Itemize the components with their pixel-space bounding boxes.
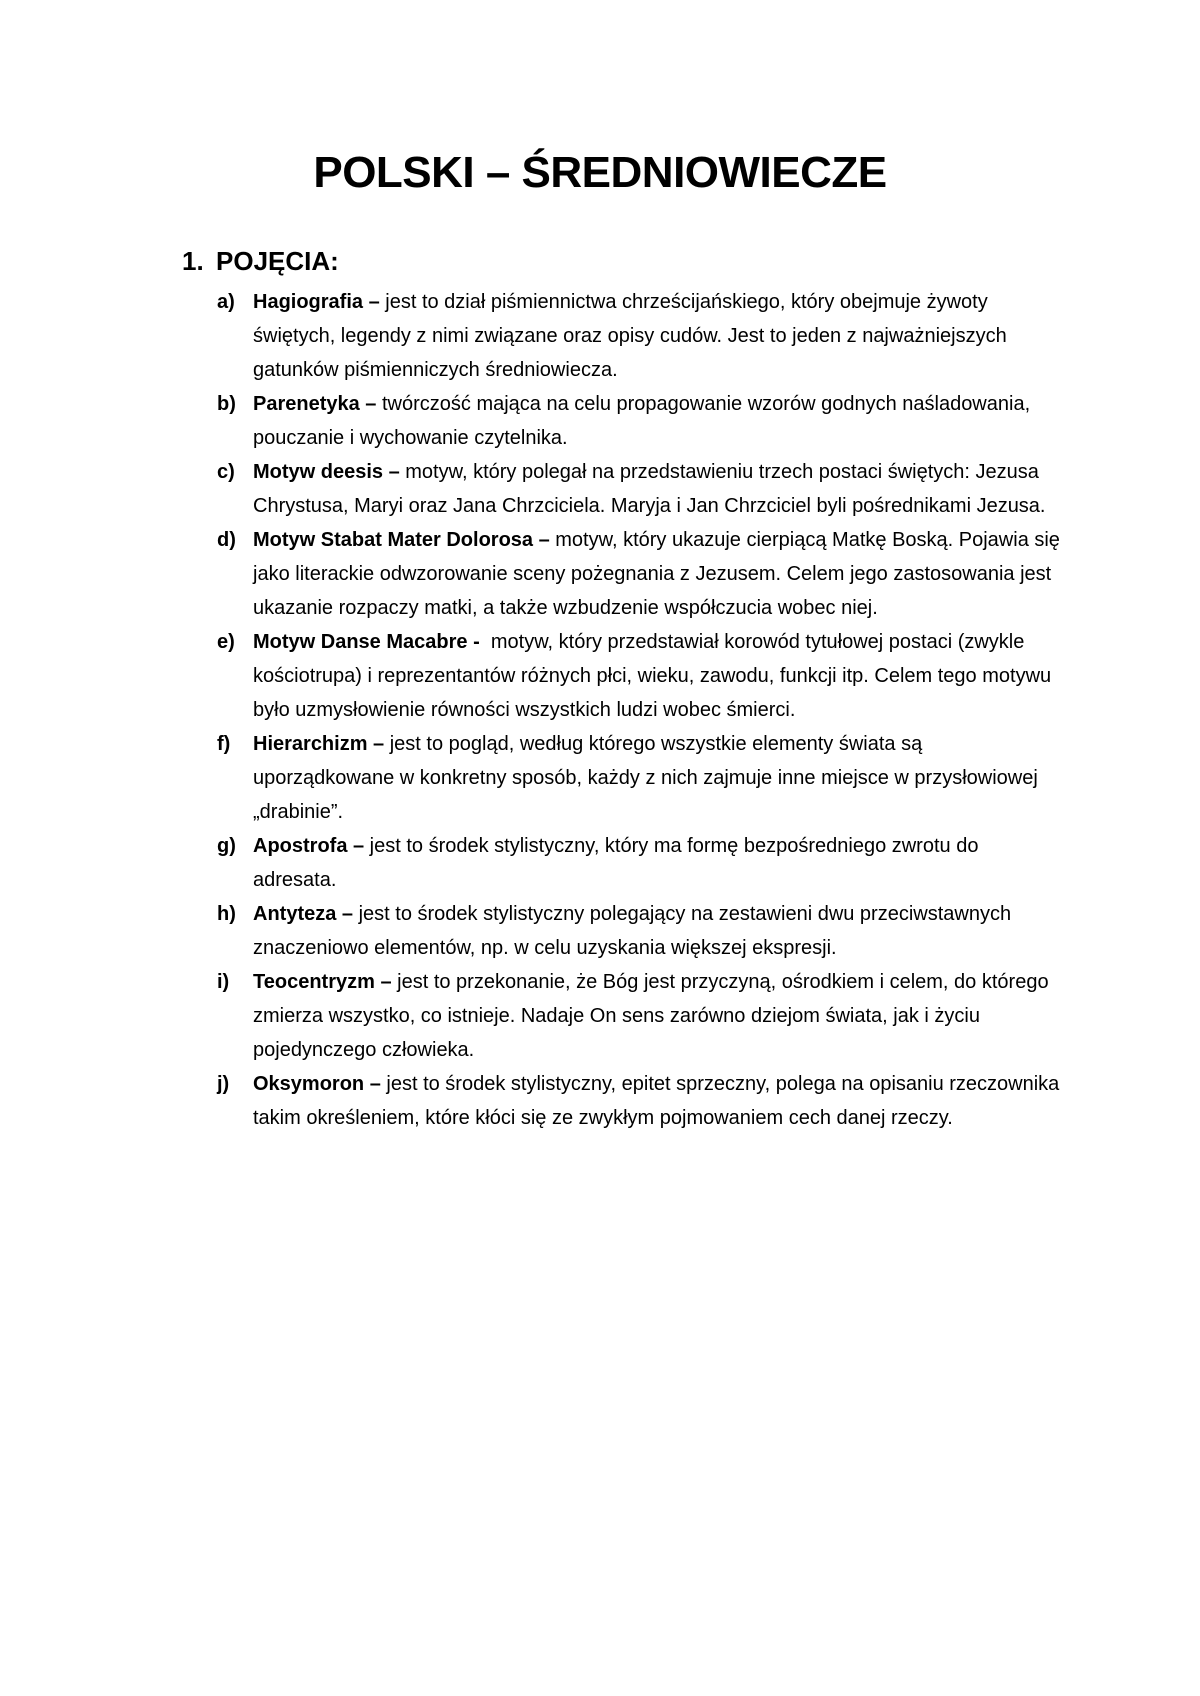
list-item — [182, 285, 1062, 387]
item-definition: motyw, który przedstawiał korowód tytułowej postaci (zwykle kościotrupa) i reprezentantów różnych płci, wieku, zawodu, funkcji itp. Celem tego motywu było uzmysłowienie równości wszystkich ludzi wobec śmierci. — [253, 631, 1057, 721]
list-item — [182, 455, 1062, 523]
item-term: Motyw Stabat Mater Dolorosa – — [253, 529, 550, 551]
page-title: POLSKI – ŚREDNIOWIECZE — [313, 148, 887, 197]
item-definition: jest to środek stylistyczny polegający na zestawieni dwu przeciwstawnych znaczeniowo elementów, np. w celu uzyskania większej ekspresji. — [253, 903, 1012, 959]
item-definition: jest to pogląd, według którego wszystkie elementy świata są uporządkowane w konkretny sposób, każdy z nich zajmuje inne miejsce w przysłowiowej „drabinie”. — [253, 733, 1038, 823]
item-letter: c) — [217, 461, 235, 483]
item-letter: g) — [217, 835, 236, 857]
item-term: Antyteza – — [253, 903, 354, 925]
list-item — [182, 1067, 1062, 1135]
section-heading — [182, 243, 1062, 279]
item-definition: twórczość mająca na celu propagowanie wzorów godnych naśladowania, pouczanie i wychowanie czytelnika. — [253, 393, 1031, 449]
item-letter: f) — [217, 733, 231, 755]
item-letter: a) — [217, 291, 235, 313]
item-definition: jest to dział piśmiennictwa chrześcijańskiego, który obejmuje żywoty świętych, legendy z nimi związane oraz opisy cudów. Jest to jeden z najważniejszych gatunków piśmienniczych średniowiecza. — [253, 291, 1007, 381]
definition-list — [182, 285, 1062, 1135]
list-item — [182, 387, 1062, 455]
item-term: Oksymoron – — [253, 1073, 381, 1095]
item-term: Apostrofa – — [253, 835, 365, 857]
item-letter: e) — [217, 631, 235, 653]
item-term: Motyw deesis – — [253, 461, 400, 483]
list-item — [182, 829, 1062, 897]
item-term: Hagiografia – — [253, 291, 380, 313]
list-item — [182, 625, 1062, 727]
item-definition: motyw, który polegał na przedstawieniu trzech postaci świętych: Jezusa Chrystusa, Maryi oraz Jana Chrzciciela. Maryja i Jan Chrzciciel byli pośrednikami Jezusa. — [253, 461, 1046, 517]
item-letter: d) — [217, 529, 236, 551]
item-letter: i) — [217, 971, 230, 993]
item-term: Motyw Danse Macabre - — [253, 631, 480, 653]
section-pojecia — [182, 243, 1062, 1135]
list-item — [182, 965, 1062, 1067]
item-definition: jest to środek stylistyczny, który ma formę bezpośredniego zwrotu do adresata. — [253, 835, 979, 891]
section-number: 1. — [182, 246, 204, 276]
item-definition: jest to środek stylistyczny, epitet sprzeczny, polega na opisaniu rzeczownika takim określeniem, które kłóci się ze zwykłym pojmowaniem cech danej rzeczy. — [253, 1073, 1060, 1129]
list-item — [182, 727, 1062, 829]
item-definition: jest to przekonanie, że Bóg jest przyczyną, ośrodkiem i celem, do którego zmierza wszystko, co istnieje. Nadaje On sens zarówno dziejom świata, jak i życiu pojedynczego człowieka. — [253, 971, 1049, 1061]
item-definition: motyw, który ukazuje cierpiącą Matkę Boską. Pojawia się jako literackie odwzorowanie sceny pożegnania z Jezusem. Celem jego zastosowania jest ukazanie rozpaczy matki, a także wzbudzenie współczucia wobec niej. — [253, 529, 1060, 619]
list-item — [182, 523, 1062, 625]
section-heading-text: POJĘCIA: — [216, 246, 339, 276]
item-term: Teocentryzm – — [253, 971, 392, 993]
list-item — [182, 897, 1062, 965]
item-term: Parenetyka – — [253, 393, 377, 415]
item-letter: h) — [217, 903, 236, 925]
item-letter: b) — [217, 393, 236, 415]
item-term: Hierarchizm – — [253, 733, 385, 755]
item-letter: j) — [217, 1073, 230, 1095]
